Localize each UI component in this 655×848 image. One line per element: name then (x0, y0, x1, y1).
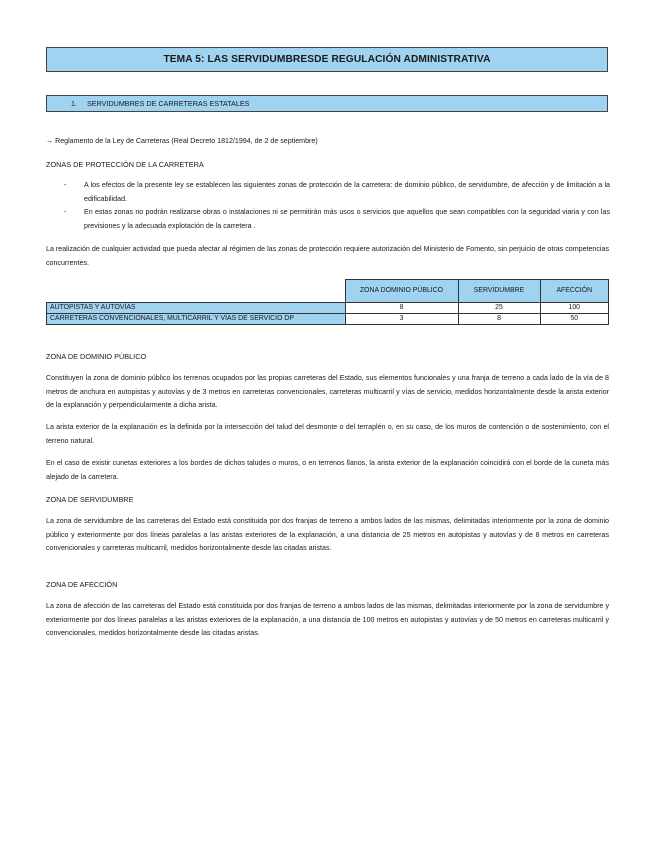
paragraph-servidumbre: La zona de servidumbre de las carreteras del Estado está constituida por dos franjas de terreno a ambos lados de las mismas, delimitadas interiormente por la zona de dominio público y exteriormente por dos líneas paralelas a las aristas exteriores de la explanación, a una distancia de 25 metros en autopistas y autovías y de 8 metros en carreteras convencionales y carreteras multicarril, medidos horizontalmente desde las citadas aristas. (46, 517, 609, 553)
paragraph-dominio-1: Constituyen la zona de dominio público los terrenos ocupados por las propias carreteras del Estado, sus elementos funcionales y una franja de terreno a cada lado de la vía de 8 metros de anchura en autopistas y autovías y de 3 metros en carreteras convencionales, carreteras multicarril y vías de servicio, medidos horizontalmente desde la arista exterior de la explanación y perpendicularmente a dicha arista. (46, 374, 609, 410)
heading-dominio-publico: ZONA DE DOMINIO PÚBLICO (46, 352, 147, 361)
table-header: SERVIDUMBRE (458, 280, 540, 303)
table-cell: 8 (458, 314, 540, 325)
paragraph-dominio-2: La arista exterior de la explanación es la definida por la intersección del talud del desmonte o del terraplén o, en su caso, de los muros de contención o de sostenimiento, con el terreno natural. (46, 423, 609, 445)
paragraph-autorizacion: La realización de cualquier actividad que pueda afectar al régimen de las zonas de protección requiere autorización del Ministerio de Fomento, sin perjuicio de otras competencias concurrentes. (46, 245, 609, 267)
section-header (46, 95, 608, 112)
table-row (47, 314, 609, 325)
heading-servidumbre: ZONA DE SERVIDUMBRE (46, 495, 134, 504)
table-row (47, 303, 609, 314)
section-title: SERVIDUMBRES DE CARRETERAS ESTATALES (87, 99, 250, 108)
table-cell: 50 (540, 314, 609, 325)
table-header-row (47, 280, 609, 303)
table-header: ZONA DOMINIO PÚBLICO (345, 280, 458, 303)
section-number: 1. (71, 99, 77, 108)
table-cell: 25 (458, 303, 540, 314)
row-label: CARRETERAS CONVENCIONALES, MULTICARRIL Y VÍAS DE SERVICIO DP (47, 314, 346, 325)
list-item (64, 206, 610, 233)
zones-table (46, 279, 609, 325)
bullet-text: En estas zonas no podrán realizarse obras o instalaciones ni se permitirán más usos o servicios que aquellos que sean compatibles con la seguridad viaria y con las previsiones y la adecuada explotación de la carretera . (84, 208, 610, 230)
page-title: TEMA 5: LAS SERVIDUMBRESDE REGULACIÓN ADMINISTRATIVA (46, 47, 608, 72)
legal-reference: → Reglamento de la Ley de Carreteras (Real Decreto 1812/1994, de 2 de septiembre) (46, 137, 318, 145)
table-cell: 100 (540, 303, 609, 314)
heading-afeccion: ZONA DE AFECCIÓN (46, 580, 118, 589)
dash-bullet-icon: - (64, 208, 67, 217)
table-cell: 8 (345, 303, 458, 314)
heading-zonas-proteccion: ZONAS DE PROTECCIÓN DE LA CARRETERA (46, 160, 204, 169)
table-header: AFECCIÓN (540, 280, 609, 303)
table-cell: 3 (345, 314, 458, 325)
paragraph-afeccion: La zona de afección de las carreteras del Estado está constituida por dos franjas de terreno a ambos lados de las mismas, delimitadas interiormente por la zona de servidumbre y exteriormente por dos líneas paralelas a las aristas exteriores de la explanación, a una distancia de 100 metros en autopistas y autovías y de 50 metros en carreteras multicarril y convencionales, medidos horizontalmente desde las citadas aristas. (46, 602, 609, 638)
row-label: AUTOPISTAS Y AUTOVÍAS (47, 303, 346, 314)
paragraph-dominio-3: En el caso de existir cunetas exteriores a los bordes de dichos taludes o muros, o en terrenos llanos, la arista exterior de la explanación coincidirá con el borde de la cuneta más alejado de la carretera. (46, 459, 609, 481)
table-corner-cell (47, 280, 346, 303)
protection-bullet-list (64, 179, 610, 233)
bullet-text: A los efectos de la presente ley se establecen las siguientes zonas de protección de la carretera: de dominio público, de servidumbre, de afección y de limitación a la edificabilidad. (84, 181, 610, 203)
dash-bullet-icon: - (64, 181, 67, 189)
list-item (64, 179, 610, 206)
